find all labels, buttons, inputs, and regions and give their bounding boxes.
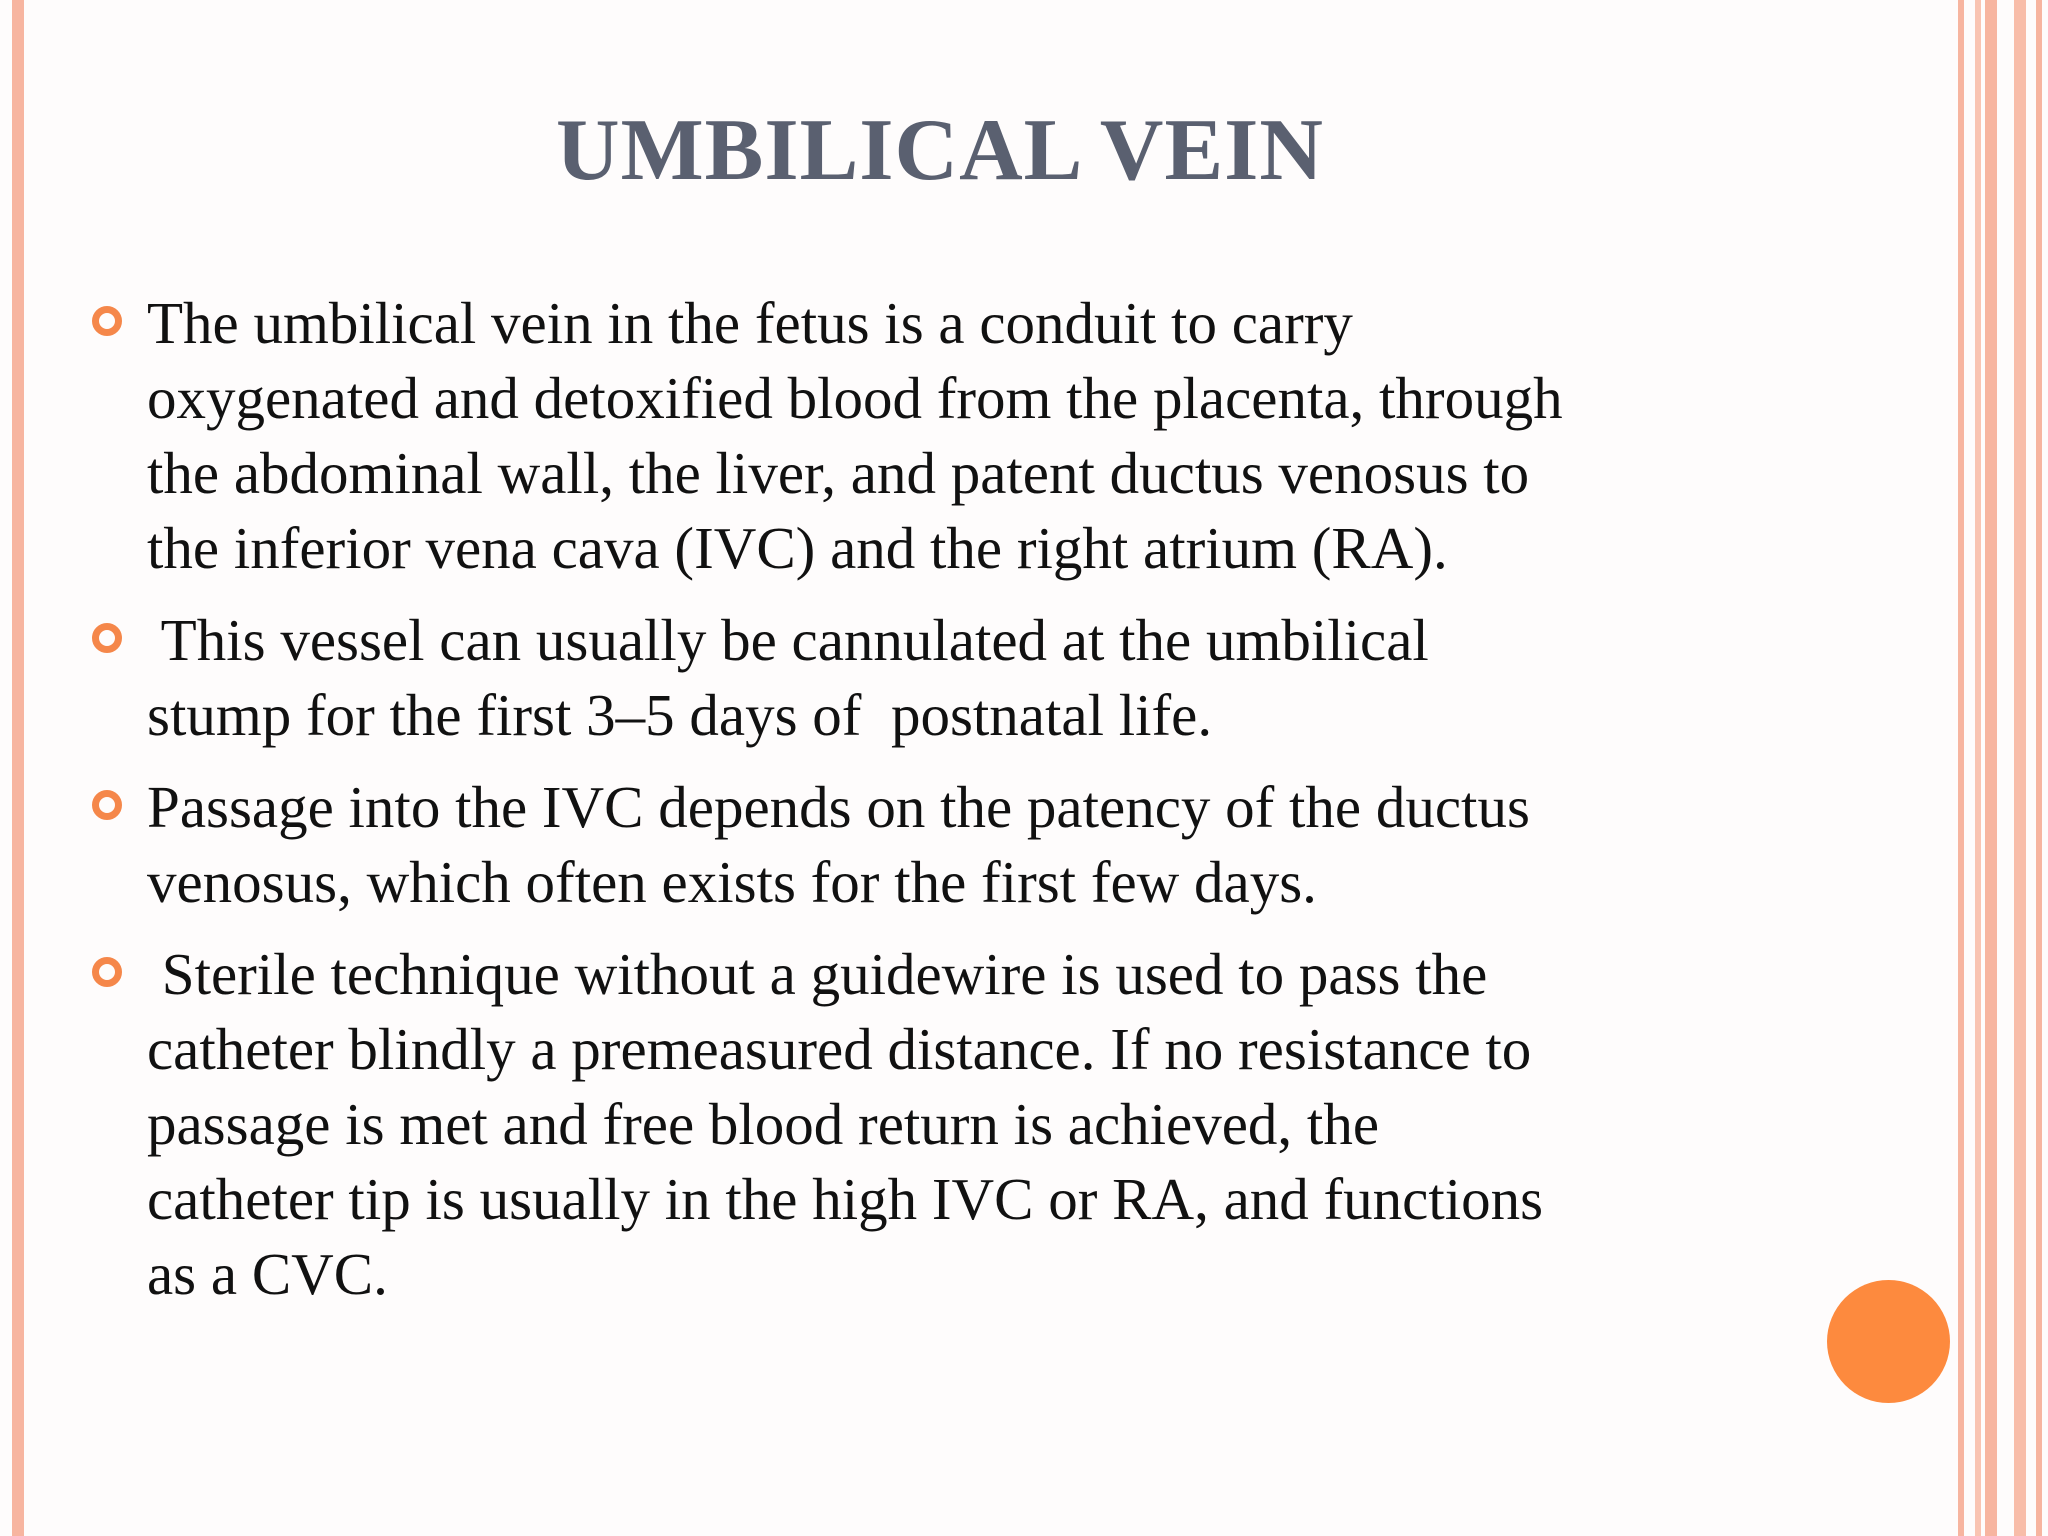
bullet-text [147,603,1892,753]
right-border-stripe [1975,0,1981,1536]
bullet-line: catheter tip is usually in the high IVC or RA, and functions [147,1166,1544,1232]
bullet-line: as a CVC. [147,1241,388,1307]
right-border-stripe [1985,0,1997,1536]
hollow-circle-bullet-icon [92,790,122,820]
bullet-line: The umbilical vein in the fetus is a conduit to carry [147,290,1353,356]
bullet-line: This vessel can usually be cannulated at the umbilical [147,607,1429,673]
bullet-text [147,286,1892,586]
right-border-stripe [2014,0,2026,1536]
bullet-item [92,603,1892,753]
hollow-circle-bullet-icon [92,306,122,336]
bullet-line: the abdominal wall, the liver, and patent ductus venosus to [147,440,1530,506]
orange-circle-decoration [1827,1280,1950,1403]
bullet-line: catheter blindly a premeasured distance. If no resistance to [147,1016,1532,1082]
right-border-stripe [2036,0,2042,1536]
bullet-line: stump for the first 3–5 days of postnatal life. [147,682,1213,748]
bullet-item [92,286,1892,586]
hollow-circle-bullet-icon [92,957,122,987]
bullet-line: the inferior vena cava (IVC) and the right atrium (RA). [147,515,1448,581]
bullet-text [147,937,1892,1312]
left-border-stripe [12,0,24,1536]
bullet-text [147,770,1892,920]
slide-title: UMBILICAL VEIN [556,102,1324,199]
bullet-line: venosus, which often exists for the first few days. [147,849,1317,915]
bullet-list [92,286,1892,1329]
hollow-circle-bullet-icon [92,623,122,653]
bullet-line: Passage into the IVC depends on the patency of the ductus [147,774,1530,840]
bullet-item [92,937,1892,1312]
bullet-line: oxygenated and detoxified blood from the placenta, through [147,365,1563,431]
bullet-line: Sterile technique without a guidewire is used to pass the [147,941,1488,1007]
bullet-item [92,770,1892,920]
right-border-stripe [1958,0,1964,1536]
bullet-line: passage is met and free blood return is achieved, the [147,1091,1379,1157]
